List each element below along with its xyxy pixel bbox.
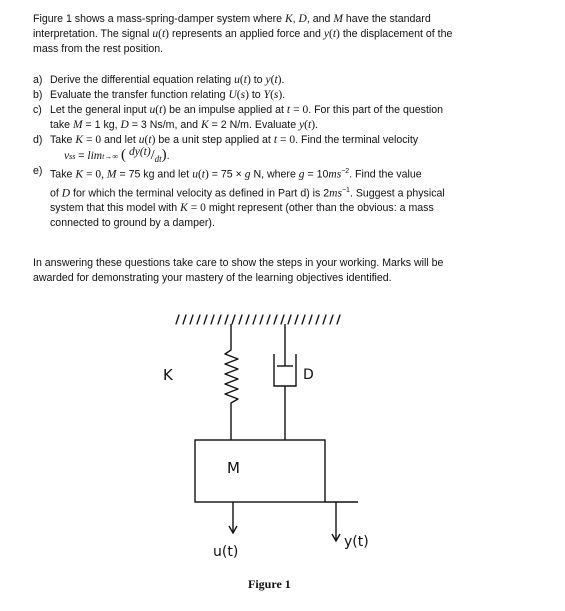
output-label: y(t) <box>344 534 369 550</box>
question-b <box>33 88 533 103</box>
question-d <box>33 133 533 164</box>
input-force-arrow <box>229 502 237 533</box>
question-c-line-1: Let the general input u(t) be an impulse applied at t = 0. For this part of the question <box>50 104 444 116</box>
spring-label: K <box>163 366 173 384</box>
question-d-line-1: Take K = 0 and let u(t) be a unit step applied at t = 0. Find the terminal velocity <box>50 134 419 146</box>
question-label: b) <box>33 89 43 101</box>
damper <box>274 324 296 440</box>
damper-label: D <box>303 367 314 383</box>
mass-spring-damper-figure <box>150 300 450 600</box>
question-c-line-2: take M = 1 kg, D = 3 Ns/m, and K = 2 N/m. Evaluate y(t). <box>50 119 319 131</box>
intro-line-2: interpretation. The signal u(t) represents an applied force and y(t) the displacement of the <box>33 28 453 40</box>
question-e <box>33 164 533 231</box>
question-list <box>33 73 533 231</box>
question-d-line-2: vss = limt→∞ ( $dy(t)/_{dt}$). <box>64 146 170 164</box>
question-a <box>33 73 533 88</box>
intro-paragraph <box>33 12 533 57</box>
question-a-line-1: Derive the differential equation relating u(t) to y(t). <box>50 74 285 86</box>
question-label: c) <box>33 104 42 116</box>
ground-hatching <box>176 315 340 324</box>
figure-caption: Figure 1 <box>248 577 291 591</box>
question-e-line-1: Take K = 0, M = 75 kg and let u(t) = 75 × g N, where $g = 10ms^{-2}$. Find the value <box>50 168 422 181</box>
question-e-line-2: of D for which the terminal velocity as defined in Part d) is $2ms^{-1}$. Suggest a physical <box>50 186 445 200</box>
instructions-line-1: In answering these questions take care to show the steps in your working. Marks will be <box>33 257 444 269</box>
question-label: e) <box>33 165 43 177</box>
question-b-line-1: Evaluate the transfer function relating U(s) to Y(s). <box>50 89 286 101</box>
question-c <box>33 103 533 133</box>
question-label: a) <box>33 74 43 86</box>
instructions-line-2: awarded for demonstrating your mastery of the learning objectives identified. <box>33 272 392 284</box>
question-label: d) <box>33 134 43 146</box>
intro-line-1: Figure 1 shows a mass-spring-damper system where K, D, and M have the standard <box>33 13 431 25</box>
instructions-paragraph <box>33 256 533 286</box>
mass-label: M <box>227 459 240 477</box>
input-label: u(t) <box>213 544 239 560</box>
intro-line-3: mass from the rest position. <box>33 43 164 55</box>
spring <box>225 324 238 440</box>
question-e-line-4: connected to ground by a damper). <box>50 217 215 230</box>
mass-block <box>195 440 325 502</box>
question-e-line-3: system that this model with K = 0 might represent (other than the obvious: a mass <box>50 202 434 215</box>
